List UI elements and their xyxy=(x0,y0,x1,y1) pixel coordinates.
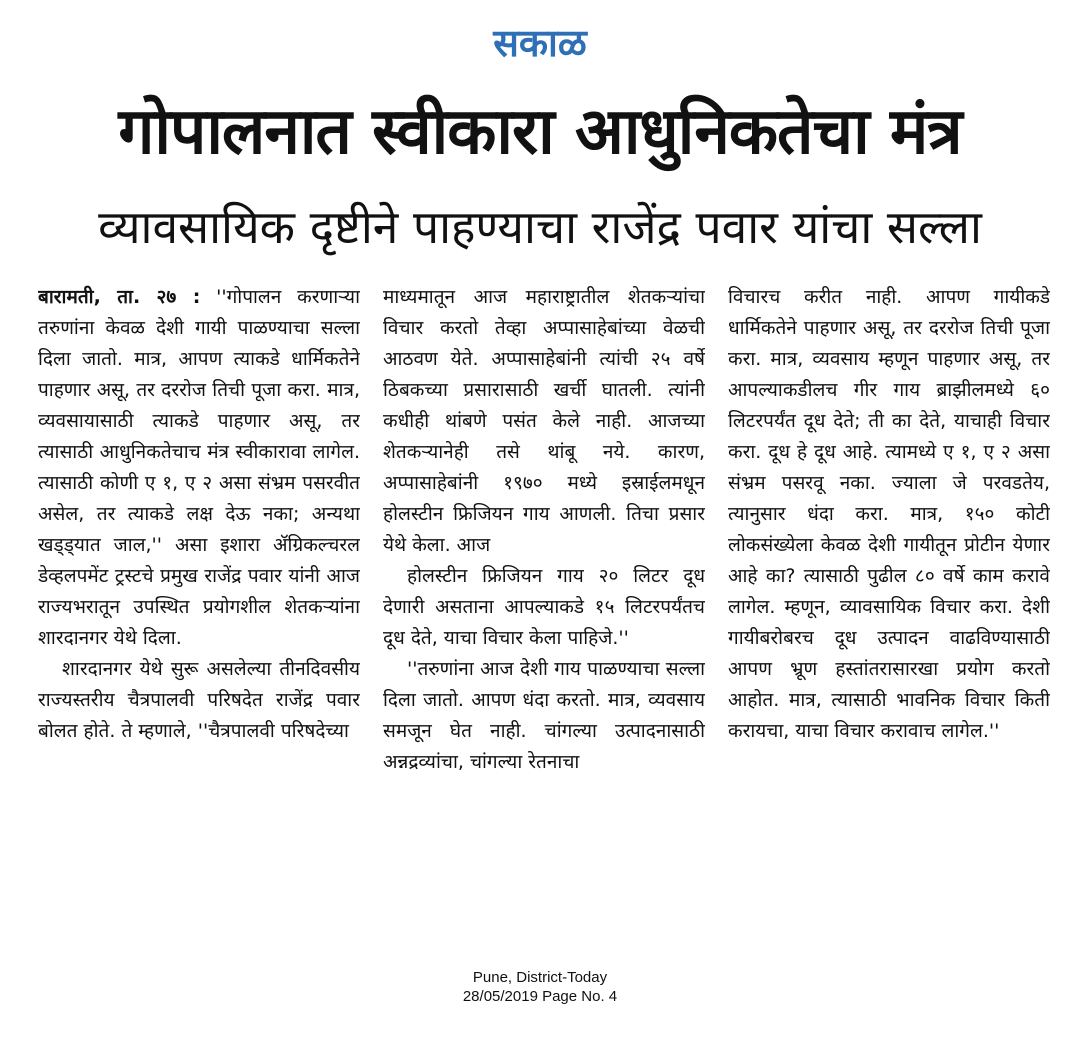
masthead-text: सकाळ xyxy=(493,21,587,65)
footer-date-page: 28/05/2019 Page No. 4 xyxy=(462,988,618,1005)
masthead-logo xyxy=(0,18,1080,68)
paragraph-text: ''गोपालन करणाऱ्या तरुणांना केवळ देशी गायी पाळण्याचा सल्ला दिला जातो. मात्र, आपण त्याकडे धार्मिकतेने पाहणार असू, तर दररोज तिची पूजा करा. मात्र, व्यवसायासाठी त्याकडे पाहणार असू, तर त्यासाठी आधुनिकतेचाच मंत्र स्वीकारावा लागेल. त्यासाठी कोणी ए १, ए २ असा संभ्रम पसरवीत असेल, तर त्याकडे लक्ष देऊ नका; अन्यथा खड्ड्यात जाल,'' असा इशारा ॲग्रिकल्चरल डेव्हलपमेंट ट्रस्टचे प्रमुख राजेंद्र पवार यांनी आज राज्यभरातून उपस्थित प्रयोगशील शेतकऱ्यांना शारदानगर येथे दिला. xyxy=(38,286,360,649)
article-paragraph: होलस्टीन फ्रिजियन गाय २० लिटर दूध देणारी असताना आपल्याकडे १५ लिटरपर्यंतच दूध देते, याचा विचार केला पाहिजे.'' xyxy=(383,565,705,649)
article-body xyxy=(38,282,1050,962)
headline: गोपालनात स्वीकारा आधुनिकतेचा मंत्र xyxy=(118,95,962,169)
page-footer xyxy=(0,968,1080,1006)
article-paragraph: शारदानगर येथे सुरू असलेल्या तीनदिवसीय राज्यस्तरीय चैत्रपालवी परिषदेत राजेंद्र पवार बोलत होते. ते म्हणाले, ''चैत्रपालवी परिषदेच्या xyxy=(38,658,360,742)
article-paragraph: विचारच करीत नाही. आपण गायीकडे धार्मिकतेने पाहणार असू, तर दररोज तिची पूजा करा. मात्र, व्यवसाय म्हणून पाहणार असू, तर आपल्याकडीलच गीर गाय ब्राझीलमध्ये ६० लिटरपर्यंत दूध देते; ती का देते, याचाही विचार करा. दूध हे दूध आहे. त्यामध्ये ए १, ए २ असा संभ्रम पसरवू नका. ज्याला जे परवडतेय, त्यानुसार धंदा करा. मात्र, १५० कोटी लोकसंख्येला केवळ देशी गायीतून प्रोटीन येणार आहे का? त्यासाठी पुढील ८० वर्षे काम करावे लागेल. म्हणून, व्यावसायिक विचार करा. देशी गायीबरोबरच दूध उत्पादन वाढविण्यासाठी आपण भ्रूण हस्तांतरासारखा प्रयोग करतो आहोत. मात्र, त्यासाठी भावनिक विचार किती करायचा, याचा विचार करावाच लागेल.'' xyxy=(728,286,1050,742)
dateline: बारामती, ता. २७ : xyxy=(38,286,201,308)
article-column-1 xyxy=(38,282,360,962)
article-paragraph xyxy=(38,282,360,654)
footer-edition: Pune, District-Today xyxy=(472,969,608,986)
article-column-3 xyxy=(728,282,1050,962)
article-paragraph: माध्यमातून आज महाराष्ट्रातील शेतकऱ्यांचा विचार करतो तेव्हा अप्पासाहेबांच्या वेळची आठवण येते. अप्पासाहेबांनी त्यांची २५ वर्षे ठिबकच्या प्रसारासाठी खर्ची घातली. त्यांनी कधीही थांबणे पसंत केले नाही. आजच्या शेतकऱ्यानेही तसे थांबू नये. कारण, अप्पासाहेबांनी १९७० मध्ये इस्राईलमधून होलस्टीन फ्रिजियन गाय आणली. तिचा प्रसार येथे केला. आज xyxy=(383,286,705,556)
article-paragraph: ''तरुणांना आज देशी गाय पाळण्याचा सल्ला दिला जातो. आपण धंदा करतो. मात्र, व्यवसाय समजून घेत नाही. चांगल्या उत्पादनासाठी अन्नद्रव्यांचा, चांगल्या रेतनाचा xyxy=(383,658,705,773)
article-column-2 xyxy=(383,282,705,962)
subheadline: व्यावसायिक दृष्टीने पाहण्याचा राजेंद्र पवार यांचा सल्ला xyxy=(98,200,982,254)
